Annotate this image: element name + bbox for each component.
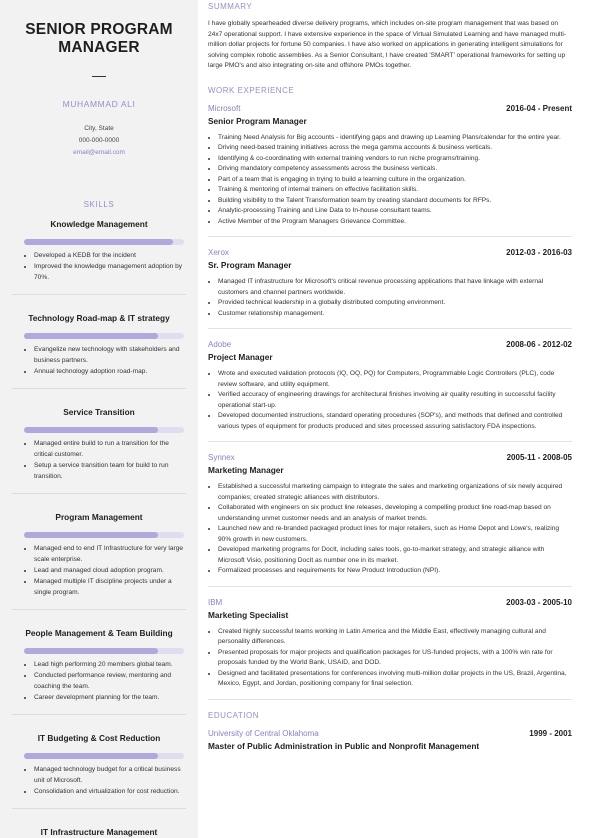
skill-level-fill: [24, 753, 158, 759]
skill-bullets: [12, 250, 186, 283]
duty-item: • Developed marketing programs for DocIt, including sales tools, go-to-market strategy, and strategic alliance with Microsoft Visio, positioning DocIt as number one in its market.: [218, 545, 572, 566]
skill-level-fill: [24, 648, 158, 654]
skill-level-bar: [24, 239, 184, 245]
skill-divider: [12, 388, 186, 389]
duty-item: • Analytic-processing Training and Line Data to In-house consultant teams.: [218, 206, 572, 217]
skill-level-fill: [24, 239, 173, 245]
duty-item: • Identifying & co-coordinating with external training vendors to run niche programs/training.: [218, 154, 572, 165]
skill-title: People Management & Team Building: [25, 628, 173, 638]
duty-item: • Training & mentoring of internal trainers on effective facilitation skills.: [218, 185, 572, 196]
job-header: [208, 248, 572, 257]
company-name: Adobe: [208, 340, 232, 350]
main-content: [198, 0, 594, 838]
job-entry: [208, 248, 572, 329]
skill-level-fill: [24, 333, 158, 339]
skill-bullet: • Lead high performing 20 members global team.: [34, 659, 186, 670]
job-role: Marketing Specialist: [208, 609, 289, 620]
job-role: Sr. Program Manager: [208, 260, 292, 271]
skill-divider: [12, 808, 186, 809]
location-text: City, State: [84, 125, 114, 132]
title-divider: [92, 76, 106, 77]
duty-item: • Active Member of the Program Managers Grievance Committee.: [218, 217, 572, 228]
contact-block: [12, 123, 186, 159]
jobs-list: [208, 104, 572, 700]
skill-block: [12, 733, 186, 809]
skill-bullet: • Conducted performance review, mentoring and coaching the team.: [34, 670, 186, 692]
skill-bullets: [12, 543, 186, 598]
job-entry: [208, 340, 572, 442]
skill-block: [12, 219, 186, 295]
job-entry: [208, 104, 572, 238]
skill-title: Technology Road-map & IT strategy: [28, 313, 170, 323]
skill-bullet: • Setup a service transition team for build to run transition.: [34, 460, 186, 482]
duty-item: • Developed documented instructions, standard operating procedures (SOP's), and methods that defined and controlled various types of equipment for products produced and sites processed assuring satisfactory FDA inspections.: [218, 411, 572, 432]
education-heading: EDUCATION: [208, 710, 260, 720]
skill-level-bar: [24, 333, 184, 339]
skill-bullet: • Consolidation and virtualization for cost reduction.: [34, 786, 186, 797]
skill-bullets: [12, 764, 186, 797]
summary-heading: SUMMARY: [208, 2, 253, 11]
phone-text: 000-000-0000: [78, 137, 120, 144]
skill-block: [12, 407, 186, 494]
skill-bullet: • Managed technology budget for a critical business unit of Microsoft.: [34, 764, 186, 786]
job-dates: 2016-04 - Present: [506, 103, 572, 113]
skill-block: [12, 827, 186, 838]
education-dates: 1999 - 2001: [529, 728, 572, 738]
skill-bullet: • Managed multiple IT discipline projects under a single program.: [34, 576, 186, 598]
skill-block: [12, 628, 186, 715]
duty-item: • Collaborated with engineers on six product line releases, developing a compelling product line road-map based on understanding unmet customer needs and an analysis of market trends.: [218, 503, 572, 524]
skill-bullet: • Developed a KEDB for the incident: [34, 250, 186, 261]
sidebar: [0, 0, 198, 838]
school-name: University of Central Oklahoma: [208, 728, 319, 738]
job-header: [208, 598, 572, 607]
company-name: Xerox: [208, 248, 229, 258]
job-divider: [208, 699, 572, 700]
duty-item: • Managed IT infrastructure for Microsoft's critical revenue processing applications that have linkage with external customers and channel partners worldwide.: [218, 277, 572, 298]
job-dates: 2012-03 - 2016-03: [506, 248, 572, 258]
duty-item: • Launched new and re-branded packaged product lines for major retailers, such as Home Depot and Lowe's, realizing 90% growth in new customers.: [218, 524, 572, 545]
job-duties: [208, 369, 572, 432]
company-name: Microsoft: [208, 103, 241, 113]
job-duties: [208, 133, 572, 228]
duty-item: • Presented proposals for major projects and qualification packages for US-funded projects, with a 100% win rate for proposals funded by the World Bank, USAID, and DOD.: [218, 648, 572, 669]
duty-item: • Verified accuracy of engineering drawings for architectural finishes involving air quality resulting in successful facility operational start-up.: [218, 390, 572, 411]
skill-bullets: [12, 659, 186, 703]
skill-bullet: • Evangelize new technology with stakeholders and business partners.: [34, 344, 186, 366]
job-role: Project Manager: [208, 352, 273, 363]
skill-level-bar: [24, 753, 184, 759]
job-role: Marketing Manager: [208, 465, 284, 476]
skill-divider: [12, 714, 186, 715]
skill-title: Knowledge Management: [50, 219, 148, 229]
skill-level-bar: [24, 427, 184, 433]
job-entry: [208, 453, 572, 587]
education-list: [208, 729, 572, 751]
skill-bullet: • Managed end to end IT Infrastructure for very large scale enterprise.: [34, 543, 186, 565]
job-divider: [208, 586, 572, 587]
company-name: Synnex: [208, 453, 235, 463]
duty-item: • Established a successful marketing campaign to integrate the sales and marketing organizations of six newly acquired companies; created strategic alliances with distributors.: [218, 482, 572, 503]
skill-bullet: • Career development planning for the team.: [34, 692, 186, 703]
skill-divider: [12, 609, 186, 610]
job-dates: 2008-06 - 2012-02: [506, 340, 572, 350]
duty-item: • Training Need Analysis for Big accounts - identifying gaps and drawing up Learning Plans/calendar for the entire year.: [218, 133, 572, 144]
skill-title: Service Transition: [63, 407, 135, 417]
job-dates: 2005-11 - 2008-05: [506, 453, 572, 463]
job-dates: 2003-03 - 2005-10: [506, 597, 572, 607]
person-name: MUHAMMAD ALI: [62, 99, 136, 109]
job-divider: [208, 328, 572, 329]
job-divider: [208, 236, 572, 237]
skill-level-fill: [24, 532, 158, 538]
skill-bullet: • Managed entire build to run a transition for the critical customer.: [34, 438, 186, 460]
skill-divider: [12, 493, 186, 494]
skill-title: IT Budgeting & Cost Reduction: [37, 733, 161, 743]
skill-title: Program Management: [55, 512, 143, 522]
experience-heading: WORK EXPERIENCE: [208, 85, 295, 95]
skills-list: [12, 219, 186, 838]
skill-bullet: • Lead and managed cloud adoption program.: [34, 565, 186, 576]
company-name: IBM: [208, 597, 223, 607]
duty-item: • Formalized processes and requirements for New Product Introduction (NPI).: [218, 566, 572, 577]
job-title-heading: SENIOR PROGRAM MANAGER: [25, 21, 173, 56]
skill-divider: [12, 294, 186, 295]
duty-item: • Provided technical leadership in a globally distributed computing environment.: [218, 298, 572, 309]
duty-item: • Building visibility to the Talent Transformation team by creating standard documents for RFPs.: [218, 196, 572, 207]
duty-item: • Designed and facilitated presentations for conferences involving multi-million dollar projects in the US, Brazil, Argentina, Mexico, Egypt, and Jordan, positioning company for final selection.: [218, 669, 572, 690]
job-divider: [208, 441, 572, 442]
skill-bullets: [12, 438, 186, 482]
skill-title: IT Infrastructure Management: [40, 827, 158, 837]
duty-item: • Part of a team that is engaging in trying to build a learning culture in the organization.: [218, 175, 572, 186]
skill-level-fill: [24, 427, 158, 433]
degree-name: Master of Public Administration in Public and Nonprofit Management: [208, 740, 480, 751]
skill-block: [12, 313, 186, 389]
job-header: [208, 340, 572, 349]
email-link[interactable]: email@email.com: [73, 149, 125, 156]
job-role: Senior Program Manager: [208, 115, 307, 126]
education-header: [208, 729, 572, 738]
skill-block: [12, 512, 186, 610]
job-duties: [208, 482, 572, 577]
duty-item: • Driving mandatory competency assessments across the business verticals.: [218, 164, 572, 175]
duty-item: • Driving need-based training initiatives across the mega gamma accounts & business verticals.: [218, 143, 572, 154]
education-entry: [208, 729, 572, 751]
skill-level-bar: [24, 648, 184, 654]
skill-level-bar: [24, 532, 184, 538]
summary-text: I have globally spearheaded diverse delivery programs, which includes on-site program management that was based on 24x7 operational support. I have extensive experience in the space of Virtual Simulated Learning and have managed multi-million dollar projects for fortune 50 companies. I have also worked on applications in generating intelligent simulations for solving complex robotic assemblies. As a Senior Consultant, I have created 'SMART' operational frameworks for setting up large PMO's and also integrating on-site and offshore PMOs together.: [208, 20, 566, 70]
skill-bullet: • Improved the knowledge management adoption by 70%.: [34, 261, 186, 283]
job-duties: [208, 627, 572, 690]
job-header: [208, 453, 572, 462]
job-header: [208, 104, 572, 113]
duty-item: • Created highly successful teams working in Latin America and the Middle East, effectively managing cultural and personality differences.: [218, 627, 572, 648]
job-duties: [208, 277, 572, 319]
skills-heading: SKILLS: [83, 200, 115, 209]
skill-bullets: [12, 344, 186, 377]
duty-item: • Wrote and executed validation protocols (IQ, OQ, PQ) for Computers, Programmable Logic Controllers (PLC), code review software, and utility equipment.: [218, 369, 572, 390]
job-entry: [208, 598, 572, 700]
skill-bullet: • Annual technology adoption road-map.: [34, 366, 186, 377]
duty-item: • Customer relationship management.: [218, 309, 572, 320]
